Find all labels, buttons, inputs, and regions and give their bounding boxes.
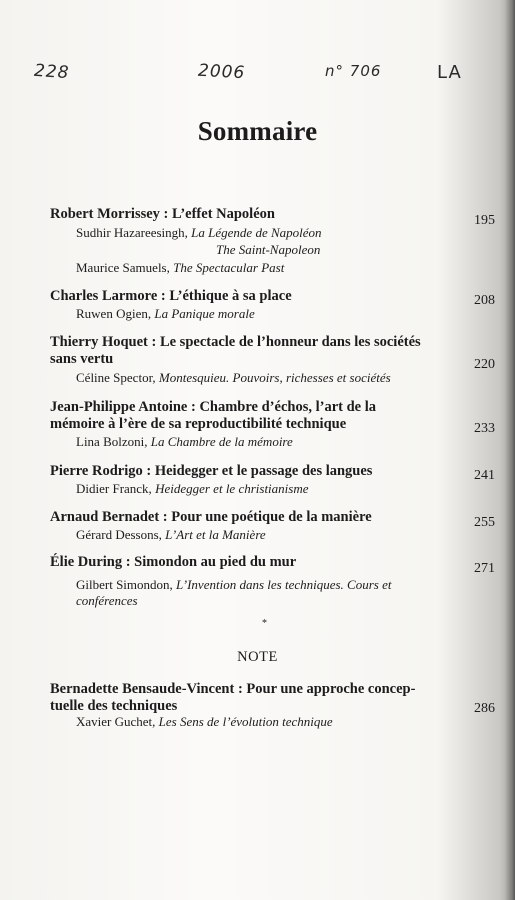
entry-review: conférences [76, 593, 138, 608]
entry-page-number: 195 [474, 213, 495, 228]
entry-author-title: Pierre Rodrigo : Heidegger et le passage des langues [50, 463, 373, 479]
entry-author-title: Charles Larmore : L’éthique à sa place [50, 288, 292, 304]
entry-review: Xavier Guchet, Les Sens de l’évolution technique [76, 714, 333, 729]
entry-author-title: Jean-Philippe Antoine : Chambre d’échos, l’art de la [50, 399, 376, 415]
entry-author-title: tuelle des techniques [50, 698, 178, 714]
entry-page-number: 220 [474, 357, 495, 372]
entry-author-title: Robert Morrissey : L’effet Napoléon [50, 206, 275, 222]
handwritten-issue: n° 706 [325, 62, 382, 80]
entry-review: Gérard Dessons, L’Art et la Manière [76, 527, 266, 542]
handwritten-initials: LA [437, 62, 462, 83]
handwritten-number: 228 [33, 60, 71, 84]
entry-page-number: 208 [474, 293, 495, 308]
entry-page-number: 233 [474, 421, 495, 436]
entry-author-title: Bernadette Bensaude-Vincent : Pour une approche concep- [50, 681, 416, 697]
entry-page-number: 286 [474, 701, 495, 716]
entry-review: Lina Bolzoni, La Chambre de la mémoire [76, 434, 293, 449]
entry-review: Ruwen Ogien, La Panique morale [76, 306, 255, 321]
entry-author-title: mémoire à l’ère de sa reproductibilité technique [50, 416, 347, 432]
entry-author-title: Élie During : Simondon au pied du mur [50, 554, 297, 570]
section-separator: * [262, 618, 267, 629]
entry-author-title: Thierry Hoquet : Le spectacle de l’honneur dans les sociétés [50, 334, 421, 350]
entry-author-title: sans vertu [50, 351, 114, 367]
entry-review: Gilbert Simondon, L’Invention dans les techniques. Cours et [76, 577, 392, 592]
page-title: Sommaire [197, 116, 318, 146]
entry-page-number: 255 [474, 515, 495, 530]
entry-page-number: 241 [474, 468, 495, 483]
entry-review: Maurice Samuels, The Spectacular Past [76, 260, 285, 275]
entry-review: Didier Franck, Heidegger et le christianisme [76, 481, 309, 496]
entry-page-number: 271 [474, 561, 495, 576]
entry-author-title: Arnaud Bernadet : Pour une poétique de la manière [50, 509, 372, 525]
entry-review: Sudhir Hazareesingh, La Légende de Napoléon [76, 225, 322, 240]
handwritten-year: 2006 [197, 60, 246, 84]
note-heading: NOTE [237, 649, 278, 665]
entry-review: Céline Spector, Montesquieu. Pouvoirs, richesses et sociétés [76, 370, 391, 385]
entry-review: The Saint-Napoleon [216, 242, 321, 257]
